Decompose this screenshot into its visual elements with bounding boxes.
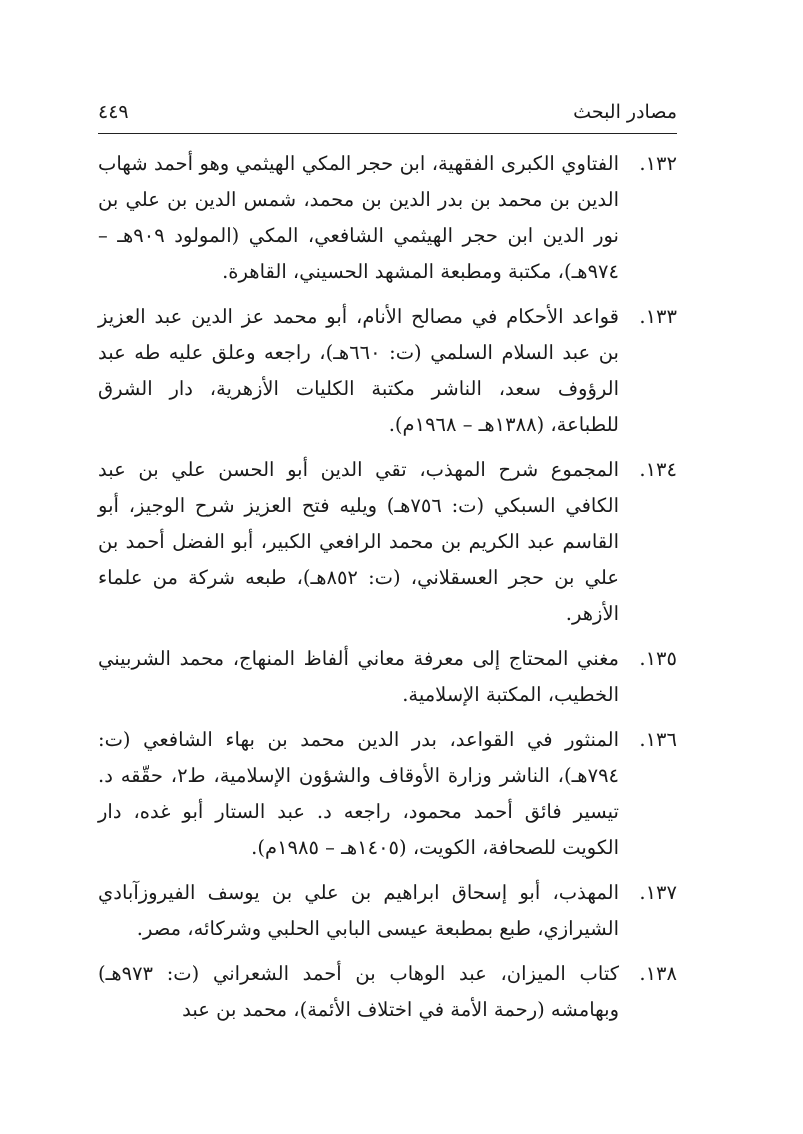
running-title: مصادر البحث <box>573 101 677 123</box>
bibliography-entry-137 <box>98 875 677 947</box>
header-rule <box>98 133 677 134</box>
page-header <box>98 96 677 130</box>
bibliography-entry-133 <box>98 299 677 443</box>
entry-number: ١٣٤. <box>639 458 677 481</box>
entry-number: ١٣٥. <box>639 647 677 670</box>
entry-text: الفتاوي الكبرى الفقهية، ابن حجر المكي الهيثمي وهو أحمد شهاب الدين بن محمد بن بدر الدين بن محمد، شمس الدين بن علي بن نور الدين ابن حجر الهيثمي الشافعي، المكي (المولود ٩٠٩هـ – ٩٧٤هـ)، مكتبة ومطبعة المشهد الحسيني، القاهرة. <box>98 152 619 283</box>
entry-text: المهذب، أبو إسحاق ابراهيم بن علي بن يوسف الفيروزآبادي الشيرازي، طبع بمطبعة عيسى البابي الحلبي وشركائه، مصر. <box>98 881 619 940</box>
entry-number: ١٣٨. <box>639 962 677 985</box>
entry-text: المجموع شرح المهذب، تقي الدين أبو الحسن علي بن عبد الكافي السبكي (ت: ٧٥٦هـ) ويليه فتح العزيز شرح الوجيز، أبو القاسم عبد الكريم بن محمد الرافعي الكبير، أبو الفضل أحمد بن علي بن حجر العسقلاني، (ت: ٨٥٢هـ)، طبعه شركة من علماء الأزهر. <box>98 458 620 625</box>
bibliography-entry-136 <box>98 722 677 866</box>
bibliography-list <box>98 146 677 1037</box>
entry-number: ١٣٢. <box>639 152 677 175</box>
entry-text: قواعد الأحكام في مصالح الأنام، أبو محمد عز الدين عبد العزيز بن عبد السلام السلمي (ت: ٦٦٠هـ)، راجعه وعلق عليه طه عبد الرؤوف سعد، الناشر مكتبة الكليات الأزهرية، دار الشرق للطباعة، (١٣٨٨هـ – ١٩٦٨م). <box>98 305 619 436</box>
bibliography-entry-134 <box>98 452 677 632</box>
entry-text: مغني المحتاج إلى معرفة معاني ألفاظ المنهاج، محمد الشربيني الخطيب، المكتبة الإسلامية. <box>98 647 619 706</box>
bibliography-entry-138 <box>98 956 677 1028</box>
entry-text: كتاب الميزان، عبد الوهاب بن أحمد الشعراني (ت: ٩٧٣هـ) وبهامشه (رحمة الأمة في اختلاف الأئمة)، محمد بن عبد <box>98 962 619 1021</box>
entry-text: المنثور في القواعد، بدر الدين محمد بن بهاء الشافعي (ت: ٧٩٤هـ)، الناشر وزارة الأوقاف والشؤون الإسلامية، ط٢، حقّقه د. تيسير فائق أحمد محمود، راجعه د. عبد الستار أبو غده، دار الكويت للصحافة، الكويت، (١٤٠٥هـ – ١٩٨٥م). <box>98 728 620 859</box>
bibliography-entry-132 <box>98 146 677 290</box>
entry-number: ١٣٣. <box>639 305 677 328</box>
page-number: ٤٤٩ <box>98 101 129 123</box>
entry-number: ١٣٧. <box>639 881 677 904</box>
bibliography-entry-135 <box>98 641 677 713</box>
entry-number: ١٣٦. <box>639 728 677 751</box>
